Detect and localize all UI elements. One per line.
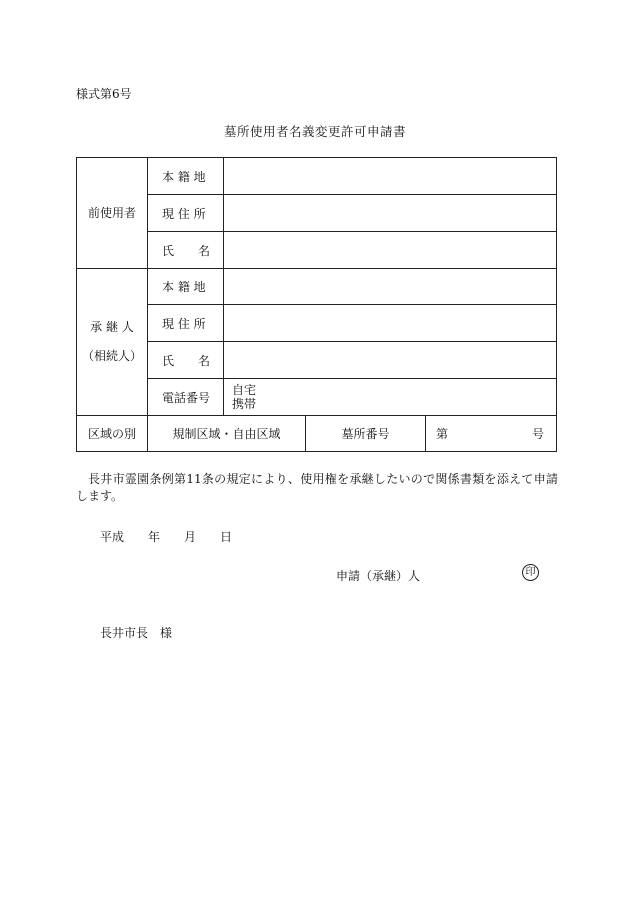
- successor-name-label: 氏 名: [148, 342, 224, 379]
- table-row: [77, 269, 557, 305]
- plot-number-suffix: 号: [531, 427, 544, 441]
- previous-user-address-label: 現 住 所: [148, 195, 224, 232]
- previous-user-address-field[interactable]: [224, 195, 557, 232]
- area-options[interactable]: 規制区域・自由区域: [148, 416, 306, 452]
- home-phone-label: 自宅: [232, 383, 257, 397]
- previous-user-domicile-field[interactable]: [224, 158, 557, 195]
- table-row: [77, 232, 557, 269]
- mobile-phone-label: 携帯: [232, 397, 257, 411]
- successor-address-field[interactable]: [224, 305, 557, 342]
- successor-domicile-label: 本 籍 地: [148, 269, 224, 305]
- successor-address-label: 現 住 所: [148, 305, 224, 342]
- document-title: 墓所使用者名義変更許可申請書: [223, 124, 406, 139]
- seal-mark: 印: [522, 564, 539, 581]
- successor-label: 承 継 人: [90, 320, 134, 334]
- table-row: [77, 416, 557, 452]
- table-row: [77, 158, 557, 195]
- form-number: 様式第6号: [76, 87, 132, 101]
- phone-number-field[interactable]: [224, 379, 557, 416]
- table-row: [77, 342, 557, 379]
- table-row: [77, 195, 557, 232]
- previous-user-name-label: 氏 名: [148, 232, 224, 269]
- table-row: [77, 379, 557, 416]
- previous-user-name-field[interactable]: [224, 232, 557, 269]
- successor-group-label: [77, 269, 148, 416]
- application-statement: 長井市霊園条例第11条の規定により、使用権を承継したいので関係書類を添えて申請します。: [76, 472, 558, 503]
- successor-name-field[interactable]: [224, 342, 557, 379]
- previous-user-group-label: [77, 158, 148, 269]
- application-table: [76, 157, 557, 452]
- application-date[interactable]: 平成 年 月 日: [100, 530, 233, 544]
- applicant-label: 申請（承継）人: [336, 569, 421, 583]
- area-type-label: 区域の別: [77, 416, 148, 452]
- addressee: 長井市長 様: [100, 626, 173, 640]
- phone-number-label: 電話番号: [148, 379, 224, 416]
- plot-number-field[interactable]: [426, 416, 557, 452]
- table-row: [77, 305, 557, 342]
- previous-user-domicile-label: 本 籍 地: [148, 158, 224, 195]
- heir-label: （相続人）: [81, 349, 142, 363]
- plot-number-prefix: 第: [436, 427, 449, 441]
- successor-domicile-field[interactable]: [224, 269, 557, 305]
- previous-user-label: 前使用者: [87, 205, 136, 220]
- plot-number-label: 墓所番号: [306, 416, 426, 452]
